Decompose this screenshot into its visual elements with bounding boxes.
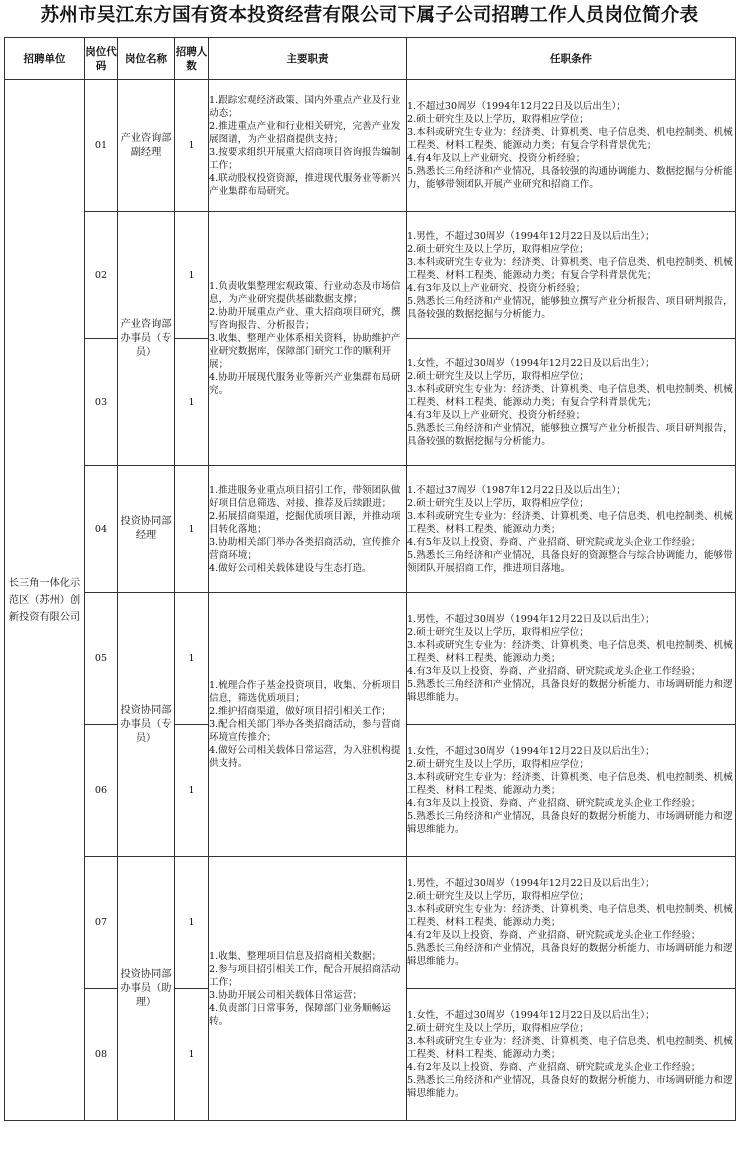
requirement-item: 3.本科或研究生专业为：经济类、计算机类、电子信息类、机电控制类、机械工程类、材料工程类、能源动力类； bbox=[407, 640, 733, 664]
requirement-item: 1.男性，不超过30周岁（1994年12月22日及以后出生）； bbox=[407, 878, 655, 889]
duty-item: 4.协助开展现代服务业等新兴产业集群布局研究。 bbox=[209, 372, 401, 396]
position-name: 产业咨询部副经理 bbox=[118, 80, 175, 212]
position-count: 1 bbox=[175, 339, 209, 466]
header-count: 招聘人数 bbox=[175, 38, 209, 80]
position-count: 1 bbox=[175, 80, 209, 212]
requirement-item: 4.有3年及以上产业研究、投资分析经验； bbox=[407, 282, 586, 294]
duty-item: 1.推进服务业重点项目招引工作，带领团队做好项目信息筛选、对接、推荐及后续跟进； bbox=[209, 484, 401, 509]
requirement-item: 5.熟悉长三角经济和产业情况，具备良好的资源整合与综合协调能力，能够带领团队开展招商工作，推进项目落地。 bbox=[407, 549, 733, 574]
duties-cell bbox=[209, 80, 407, 212]
table-row bbox=[5, 593, 736, 725]
position-count: 1 bbox=[175, 466, 209, 593]
duty-item: 2.维护招商渠道，做好项目招引相关工作； bbox=[209, 706, 391, 717]
position-count: 1 bbox=[175, 857, 209, 989]
position-code: 08 bbox=[85, 989, 118, 1121]
duty-item: 3.协助相关部门举办各类招商活动，宣传推介营商环境； bbox=[209, 536, 401, 561]
requirement-item: 2.硕士研究生及以上学历，取得相应学位； bbox=[407, 759, 589, 770]
duties-cell bbox=[209, 466, 407, 593]
requirement-item: 4.有3年及以上投资、券商、产业招商、研究院或龙头企业工作经验； bbox=[407, 798, 701, 809]
duty-item: 1.负责收集整理宏观政策、行业动态及市场信息，为产业研究提供基础数据支撑； bbox=[209, 281, 401, 305]
requirements-cell bbox=[407, 989, 736, 1121]
requirement-item: 2.硕士研究生及以上学历，取得相应学位； bbox=[407, 114, 589, 125]
position-count: 1 bbox=[175, 725, 209, 857]
duty-item: 3.收集、整理产业体系相关资料，协助维护产业研究数据库，保障部门研究工作的顺利开展； bbox=[209, 333, 401, 370]
requirement-item: 3.本科或研究生专业为：经济类、计算机类、电子信息类、机电控制类、机械工程类、材料工程类、能源动力类； bbox=[407, 1036, 733, 1060]
requirement-item: 5.熟悉长三角经济和产业情况，具备良好的数据分析能力、市场调研能力和逻辑思维能力。 bbox=[407, 943, 733, 967]
table-row bbox=[5, 80, 736, 212]
header-duties: 主要职责 bbox=[209, 38, 407, 80]
duty-item: 3.协助开展公司相关载体日常运营； bbox=[209, 989, 363, 1001]
position-code: 03 bbox=[85, 339, 118, 466]
requirement-item: 4.有5年及以上投资、券商、产业招商、研究院或龙头企业工作经验； bbox=[407, 536, 701, 548]
position-name: 投资协同部办事员（助理） bbox=[118, 857, 175, 1121]
duties-cell bbox=[209, 593, 407, 857]
duty-item: 4.做好公司相关载体日常运营，为入驻机构提供支持。 bbox=[209, 745, 401, 769]
duty-item: 2.推进重点产业和行业相关研究，完善产业发展图谱，为产业招商提供支持； bbox=[209, 120, 401, 145]
position-name: 投资协同部经理 bbox=[118, 466, 175, 593]
position-code: 07 bbox=[85, 857, 118, 989]
requirement-item: 2.硕士研究生及以上学历，取得相应学位； bbox=[407, 370, 589, 382]
requirement-item: 5.熟悉长三角经济和产业情况，能够独立撰写产业分析报告、项目研判报告，具备较强的数据挖掘与分析能力。 bbox=[407, 422, 733, 447]
position-count: 1 bbox=[175, 593, 209, 725]
position-code: 06 bbox=[85, 725, 118, 857]
requirement-item: 2.硕士研究生及以上学历，取得相应学位； bbox=[407, 891, 589, 902]
requirements-cell bbox=[407, 593, 736, 725]
position-code: 05 bbox=[85, 593, 118, 725]
duty-item: 4.做好公司相关载体建设与生态打造。 bbox=[209, 562, 372, 574]
position-code: 02 bbox=[85, 212, 118, 339]
position-code: 01 bbox=[85, 80, 118, 212]
page-title: 苏州市吴江东方国有资本投资经营有限公司下属子公司招聘工作人员岗位简介表 bbox=[40, 5, 699, 26]
table-row bbox=[5, 212, 736, 339]
position-count: 1 bbox=[175, 989, 209, 1121]
requirement-item: 5.熟悉长三角经济和产业情况，具备较强的沟通协调能力、数据挖掘与分析能力，能够带领团队开展产业研究和招商工作。 bbox=[407, 166, 733, 190]
duty-item: 1.跟踪宏观经济政策、国内外重点产业及行业动态； bbox=[209, 94, 401, 119]
requirement-item: 2.硕士研究生及以上学历，取得相应学位； bbox=[407, 497, 589, 509]
requirement-item: 2.硕士研究生及以上学历，取得相应学位； bbox=[407, 243, 589, 255]
requirement-item: 5.熟悉长三角经济和产业情况，能够独立撰写产业分析报告、项目研判报告，具备较强的数据挖掘与分析能力。 bbox=[407, 295, 733, 320]
requirement-item: 3.本科或研究生专业为：经济类、计算机类、电子信息类、机电控制类、机械工程类、材料工程类、能源动力类； bbox=[407, 772, 733, 796]
requirement-item: 1.女性，不超过30周岁（1994年12月22日及以后出生）； bbox=[407, 1010, 655, 1021]
position-count: 1 bbox=[175, 212, 209, 339]
requirement-item: 4.有4年及以上产业研究、投资分析经验； bbox=[407, 153, 586, 164]
requirements-cell bbox=[407, 725, 736, 857]
requirement-item: 3.本科或研究生专业为：经济类、计算机类、电子信息类、机电控制类、机械工程类、材料工程类、能源动力类；有复合学科背景优先； bbox=[407, 383, 733, 408]
unit-name-cell: 长三角一体化示范区（苏州）创新投资有限公司 bbox=[5, 80, 85, 1121]
requirement-item: 5.熟悉长三角经济和产业情况，具备良好的数据分析能力、市场调研能力和逻辑思维能力。 bbox=[407, 679, 733, 703]
requirements-cell bbox=[407, 212, 736, 339]
duty-item: 2.拓展招商渠道，挖掘优质项目源，并推动项目转化落地； bbox=[209, 510, 401, 535]
requirement-item: 1.女性，不超过30周岁（1994年12月22日及以后出生）； bbox=[407, 746, 655, 757]
requirement-item: 1.不超过30周岁（1994年12月22日及以后出生）； bbox=[407, 101, 626, 112]
position-code: 04 bbox=[85, 466, 118, 593]
duty-item: 1.收集、整理项目信息及招商相关数据； bbox=[209, 950, 382, 962]
requirement-item: 2.硕士研究生及以上学历，取得相应学位； bbox=[407, 627, 589, 638]
header-row bbox=[5, 38, 736, 80]
duty-item: 3.按要求组织开展重大招商项目咨询报告编制工作； bbox=[209, 146, 401, 171]
requirement-item: 1.女性，不超过30周岁（1994年12月22日及以后出生）； bbox=[407, 357, 655, 369]
table-row bbox=[5, 466, 736, 593]
requirement-item: 2.硕士研究生及以上学历，取得相应学位； bbox=[407, 1023, 589, 1034]
requirement-item: 3.本科或研究生专业为：经济类、计算机类、电子信息类、机电控制类、机械工程类、材料工程类、能源动力类；有复合学科背景优先； bbox=[407, 127, 733, 151]
requirements-cell bbox=[407, 857, 736, 989]
position-name: 投资协同部办事员（专员） bbox=[118, 593, 175, 857]
requirement-item: 1.不超过37周岁（1987年12月22日及以后出生）； bbox=[407, 484, 626, 496]
requirement-item: 3.本科或研究生专业为：经济类、计算机类、电子信息类、机电控制类、机械工程类、材料工程类、能源动力类；有复合学科背景优先； bbox=[407, 256, 733, 281]
position-name: 产业咨询部办事员（专员） bbox=[118, 212, 175, 466]
duty-item: 4.负责部门日常事务，保障部门业务顺畅运转。 bbox=[209, 1002, 391, 1027]
requirement-item: 4.有3年及以上产业研究、投资分析经验； bbox=[407, 409, 586, 421]
requirement-item: 1.男性，不超过30周岁（1994年12月22日及以后出生）； bbox=[407, 230, 655, 242]
requirements-cell bbox=[407, 466, 736, 593]
duty-item: 1.梳理合作子基金投资项目，收集、分析项目信息，筛选优质项目； bbox=[209, 680, 401, 704]
duties-cell bbox=[209, 857, 407, 1121]
requirement-item: 1.男性，不超过30周岁（1994年12月22日及以后出生）； bbox=[407, 614, 655, 625]
requirement-item: 4.有2年及以上投资、券商、产业招商、研究院或龙头企业工作经验； bbox=[407, 1062, 701, 1073]
requirements-cell bbox=[407, 339, 736, 466]
requirements-cell bbox=[407, 80, 736, 212]
header-code: 岗位代码 bbox=[85, 38, 118, 80]
header-name: 岗位名称 bbox=[118, 38, 175, 80]
duty-item: 2.协助开展重点产业、重大招商项目研究，撰写咨询报告、分析报告； bbox=[209, 307, 401, 331]
header-requirements: 任职条件 bbox=[407, 38, 736, 80]
header-unit: 招聘单位 bbox=[5, 38, 85, 80]
recruitment-table bbox=[4, 37, 736, 1121]
requirement-item: 5.熟悉长三角经济和产业情况，具备良好的数据分析能力、市场调研能力和逻辑思维能力。 bbox=[407, 1075, 733, 1099]
duty-item: 2.参与项目招引相关工作，配合开展招商活动工作； bbox=[209, 963, 401, 988]
duty-item: 3.配合相关部门举办各类招商活动，参与营商环境宣传推介； bbox=[209, 719, 401, 743]
table-row bbox=[5, 857, 736, 989]
requirement-item: 4.有3年及以上投资、券商、产业招商、研究院或龙头企业工作经验； bbox=[407, 666, 701, 677]
requirement-item: 3.本科或研究生专业为：经济类、计算机类、电子信息类、机电控制类、机械工程类、材料工程类、能源动力类； bbox=[407, 510, 733, 535]
requirement-item: 5.熟悉长三角经济和产业情况，具备良好的数据分析能力、市场调研能力和逻辑思维能力。 bbox=[407, 811, 733, 835]
duties-cell bbox=[209, 212, 407, 466]
requirement-item: 3.本科或研究生专业为：经济类、计算机类、电子信息类、机电控制类、机械工程类、材料工程类、能源动力类； bbox=[407, 904, 733, 928]
requirement-item: 4.有2年及以上投资、券商、产业招商、研究院或龙头企业工作经验； bbox=[407, 930, 701, 941]
duty-item: 4.联动股权投资资源，推进现代服务业等新兴产业集群布局研究。 bbox=[209, 172, 401, 197]
